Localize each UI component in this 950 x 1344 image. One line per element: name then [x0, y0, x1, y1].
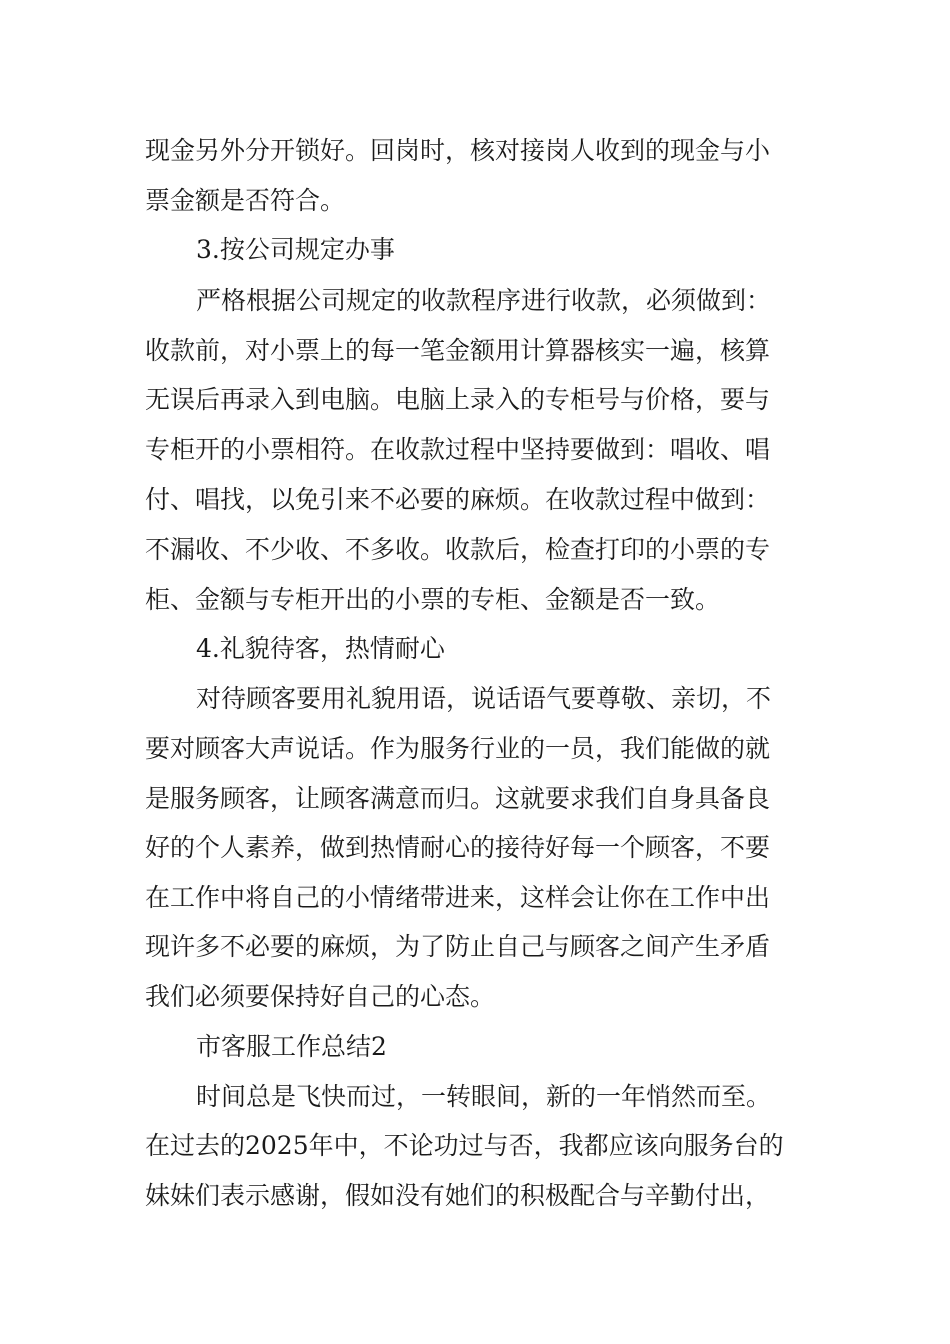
text-line: 票金额是否符合。	[145, 186, 346, 215]
text-line: 好的个人素养，做到热情耐心的接待好每一个顾客，不要	[145, 833, 771, 862]
text-line: 无误后再录入到电脑。电脑上录入的专柜号与价格，要与	[145, 385, 771, 414]
text-line: 付、唱找，以免引来不必要的麻烦。在收款过程中做到：	[145, 485, 771, 514]
section-heading: 4.礼貌待客，热情耐心	[196, 634, 445, 663]
paragraph-first-line: 时间总是飞快而过，一转眼间，新的一年悄然而至。	[196, 1082, 772, 1111]
text-line: 妹妹们表示感谢，假如没有她们的积极配合与辛勤付出，	[145, 1181, 771, 1210]
text-line: 在工作中将自己的小情绪带进来，这样会让你在工作中出	[145, 883, 771, 912]
section-heading: 3.按公司规定办事	[196, 235, 395, 264]
text-line: 现许多不必要的麻烦，为了防止自己与顾客之间产生矛盾	[145, 932, 771, 961]
section-heading: 市客服工作总结2	[196, 1032, 387, 1061]
text-line: 收款前，对小票上的每一笔金额用计算器核实一遍，核算	[145, 336, 771, 365]
paragraph-first-line: 严格根据公司规定的收款程序进行收款，必须做到：	[196, 286, 772, 315]
text-line: 是服务顾客，让顾客满意而归。这就要求我们自身具备良	[145, 784, 771, 813]
paragraph-first-line: 对待顾客要用礼貌用语，说话语气要尊敬、亲切，不	[196, 684, 772, 713]
text-line: 专柜开的小票相符。在收款过程中坚持要做到：唱收、唱	[145, 435, 771, 464]
text-line: 不漏收、不少收、不多收。收款后，检查打印的小票的专	[145, 535, 771, 564]
text-line: 我们必须要保持好自己的心态。	[145, 982, 496, 1011]
text-line: 要对顾客大声说话。作为服务行业的一员，我们能做的就	[145, 734, 771, 763]
text-line: 在过去的2025年中，不论功过与否，我都应该向服务台的	[145, 1131, 784, 1160]
text-line: 现金另外分开锁好。回岗时，核对接岗人收到的现金与小	[145, 136, 771, 165]
text-line: 柜、金额与专柜开出的小票的专柜、金额是否一致。	[145, 585, 721, 614]
